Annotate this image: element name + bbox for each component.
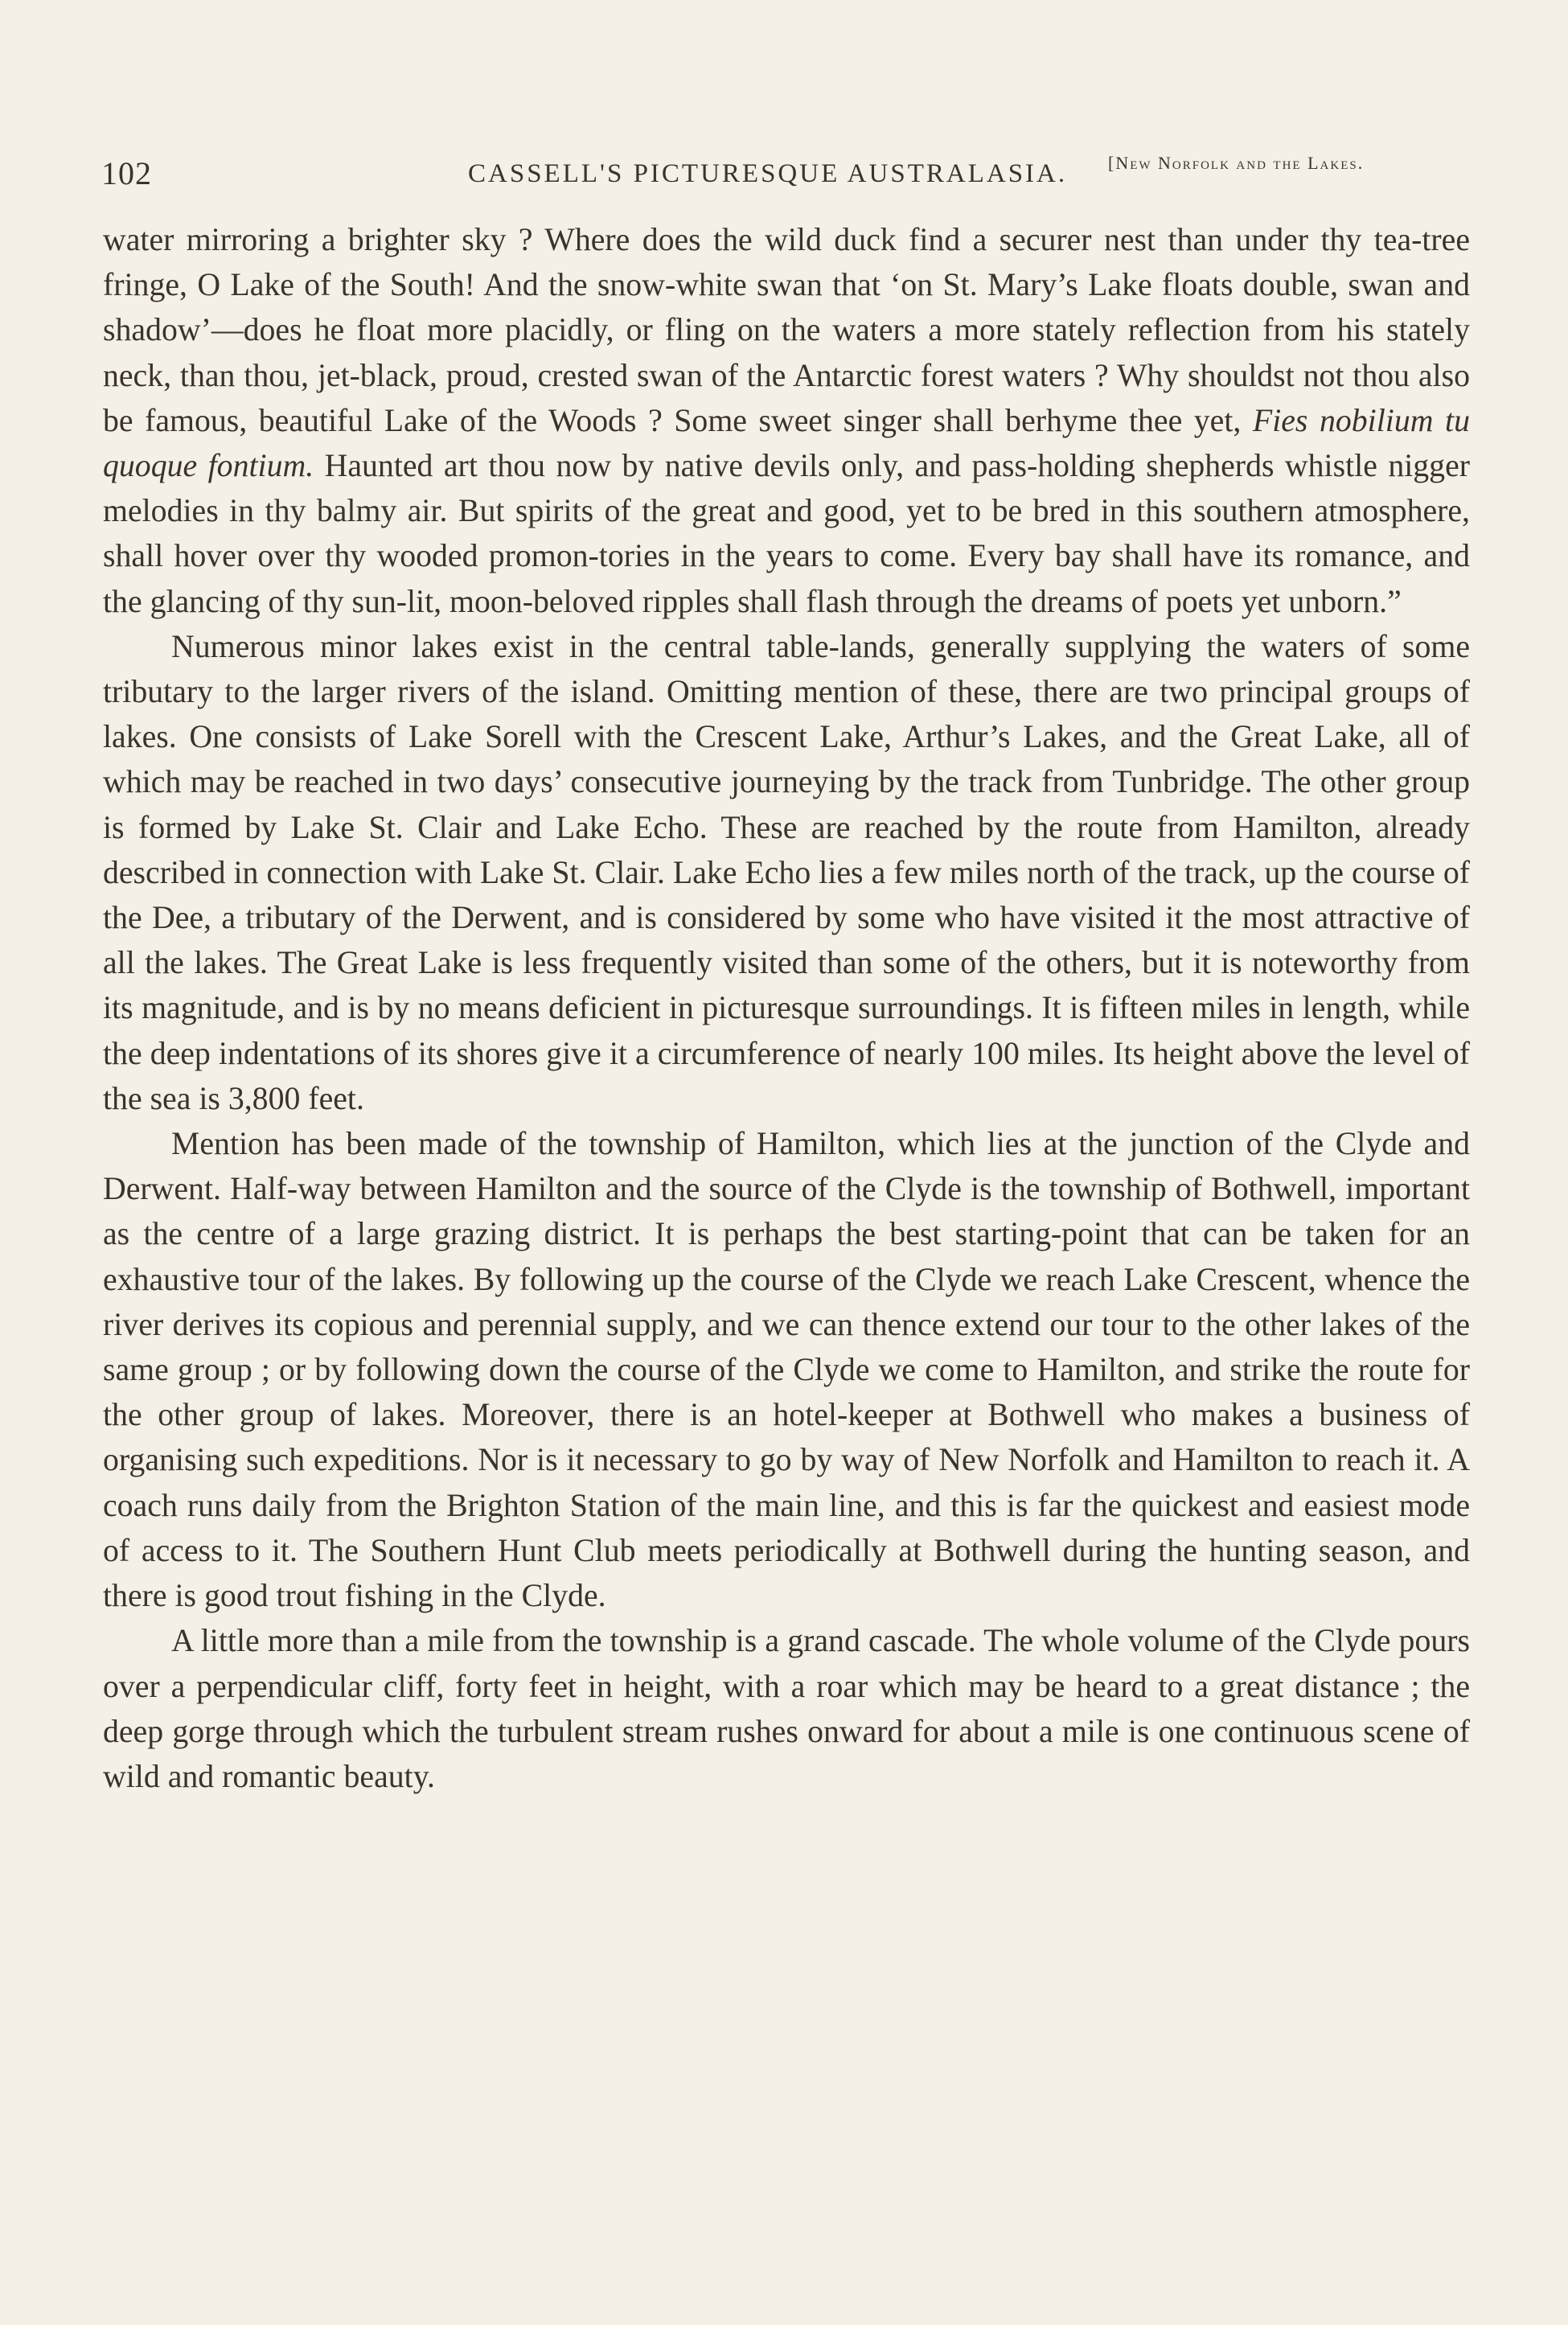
body-text [103,217,1470,1799]
paragraph-3: Mention has been made of the township of Hamilton, which lies at the junction of the Clyde and Derwent. Half-way between Hamilton and the source of the Clyde is the township of Bothwell, important as the centre of a large grazing district. It is perhaps the best starting-point that can be taken for an exhaustive tour of the lakes. By following up the course of the Clyde we reach Lake Crescent, whence the river derives its copious and perennial supply, and we can thence extend our tour to the other lakes of the same group ; or by following down the course of the Clyde we come to Hamilton, and strike the route for the other group of lakes. Moreover, there is an hotel-keeper at Bothwell who makes a business of organising such expeditions. Nor is it necessary to go by way of New Norfolk and Hamilton to reach it. A coach runs daily from the Brighton Station of the main line, and this is far the quickest and easiest mode of access to it. The Southern Hunt Club meets periodically at Bothwell during the hunting season, and there is good trout fishing in the Clyde. [103,1126,1470,1614]
page-header [101,151,1472,199]
paragraph-1-text-b: Haunted art thou now by native devils only, and pass-holding shepherds whistle nigger melodies in thy balmy air. But spirits of the great and good, yet to be bred in this southern atmosphere, shall hover over thy wooded promon-tories in the years to come. Every bay shall have its romance, and the glancing of thy sun-lit, moon-beloved ripples shall flash through the dreams of poets yet unborn.” [103,448,1470,619]
running-title: CASSELL'S PICTURESQUE AUSTRALASIA. [468,159,1068,188]
paragraph-2: Numerous minor lakes exist in the central table-lands, generally supplying the waters of some tributary to the larger rivers of the island. Omitting mention of these, there are two principal groups of lakes. One consists of Lake Sorell with the Crescent Lake, Arthur’s Lakes, and the Great Lake, all of which may be reached in two days’ consecutive journeying by the track from Tunbridge. The other group is formed by Lake St. Clair and Lake Echo. These are reached by the route from Hamilton, already described in connection with Lake St. Clair. Lake Echo lies a few miles north of the track, up the course of the Dee, a tributary of the Derwent, and is considered by some who have visited it the most attractive of all the lakes. The Great Lake is less frequently visited than some of the others, but it is noteworthy from its magnitude, and is by no means deficient in picturesque surroundings. It is fifteen miles in length, while the deep indentations of its shores give it a circumference of nearly 100 miles. Its height above the level of the sea is 3,800 feet. [103,628,1470,1116]
paragraph-1 [103,217,1470,624]
page-number: 102 [101,155,152,191]
section-title: [New Norfolk and the Lakes. [1108,153,1365,173]
paragraph-1-text-a: water mirroring a brighter sky ? Where does the wild duck find a securer nest than under thy tea-tree fringe, O Lake of the South! And the snow-white swan that ‘on St. Mary’s Lake floats double, swan and shadow’—does he float more placidly, or fling on the waters a more stately reflection from his stately neck, than thou, jet-black, proud, crested swan of the Antarctic forest waters ? Why shouldst not thou also be famous, beautiful Lake of the Woods ? Some sweet singer shall berhyme thee yet, [103,222,1470,438]
paragraph-4: A little more than a mile from the township is a grand cascade. The whole volume of the Clyde pours over a perpendicular cliff, forty feet in height, with a roar which may be heard to a great distance ; the deep gorge through which the turbulent stream rushes onward for about a mile is one continuous scene of wild and romantic beauty. [103,1623,1470,1794]
latin-quotation: Fies nobilium tu quoque fontium. [103,402,1470,484]
